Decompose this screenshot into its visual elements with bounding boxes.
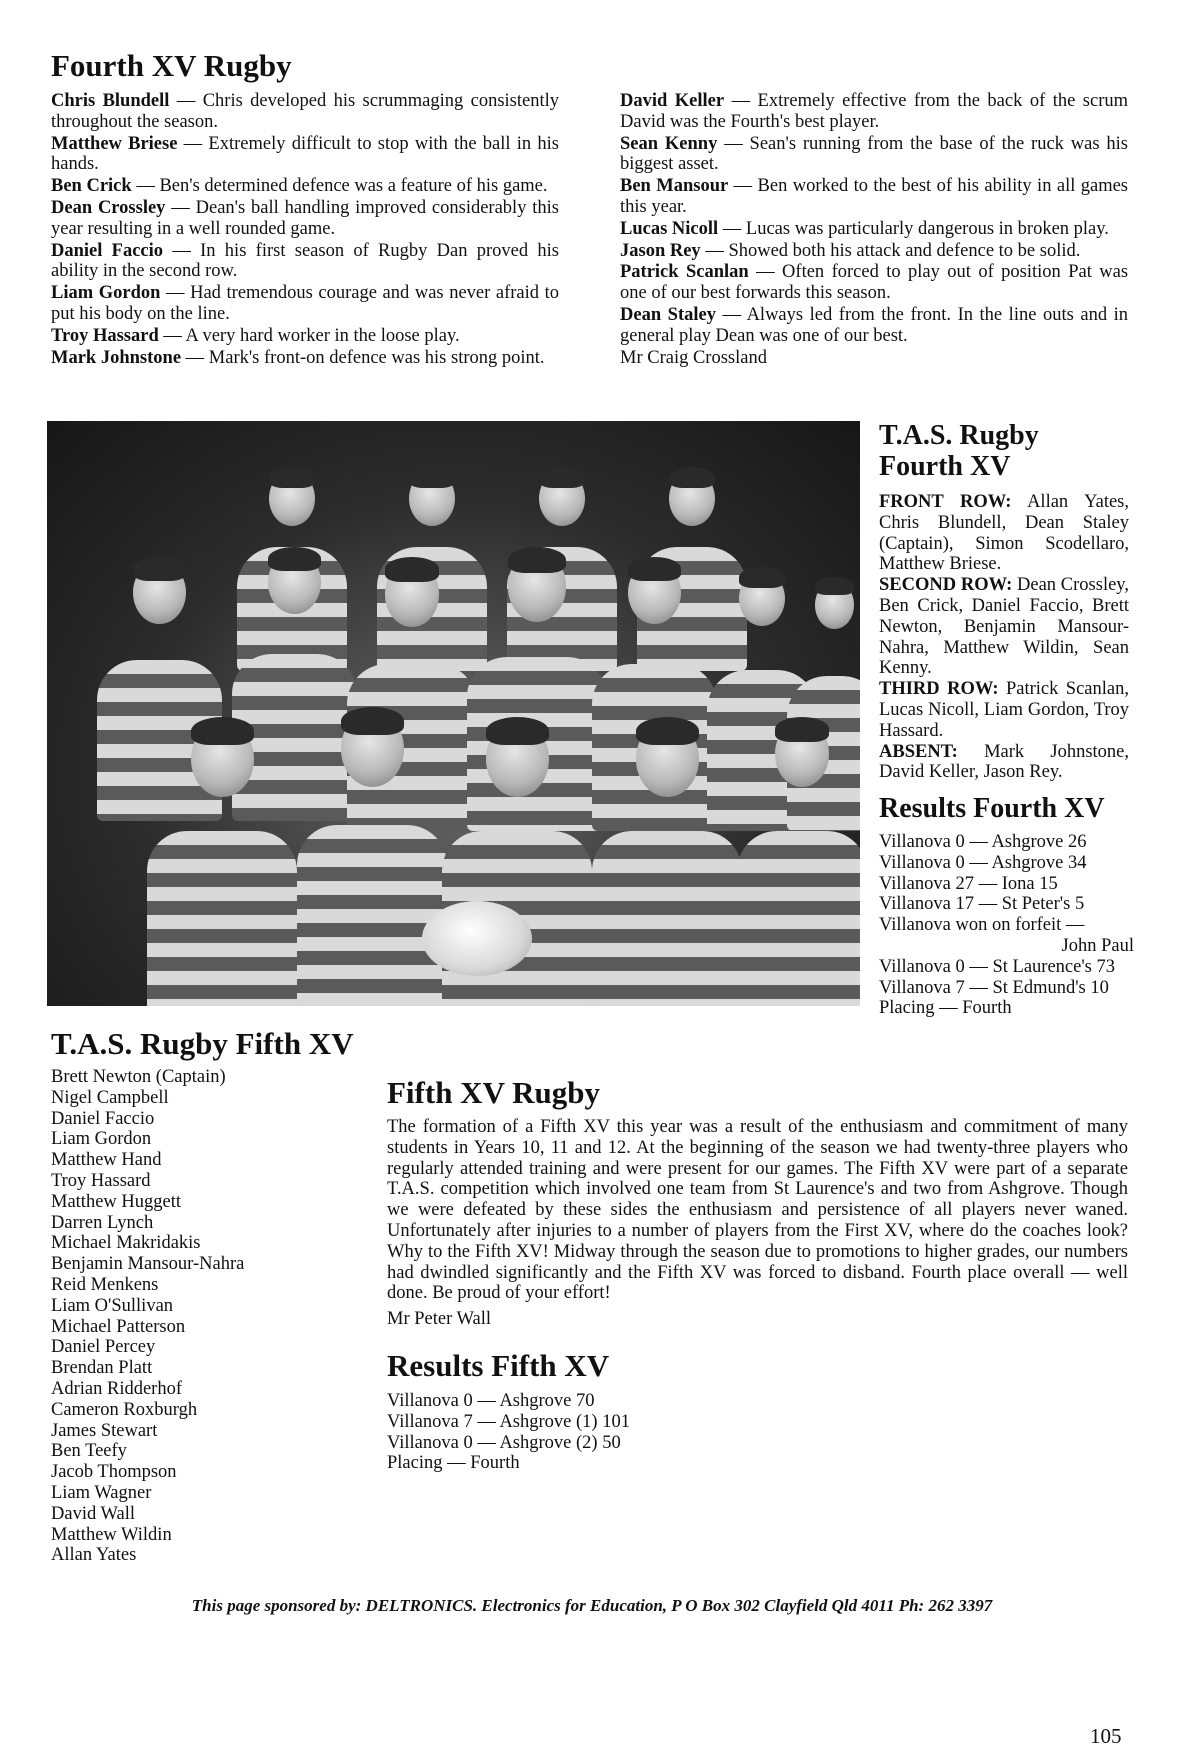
dash: —	[183, 133, 203, 154]
squad-player: Allan Yates	[51, 1545, 137, 1566]
results-fifth-list	[387, 1391, 630, 1474]
player-name: Troy Hassard	[51, 325, 159, 346]
fourth-xv-left-column	[51, 91, 559, 369]
player-comment: Ben worked to the best of his ability in all games this year.	[620, 176, 1129, 217]
result-line: Villanova 7 — Ashgrove (1) 101	[387, 1411, 630, 1432]
squad-player: Daniel Percey	[51, 1337, 156, 1358]
caption-rows	[879, 492, 1129, 783]
player-comment: Had tremendous courage and was never afraid to put his body on the line.	[51, 283, 559, 324]
squad-player: David Wall	[51, 1503, 135, 1524]
caption-row-names: Patrick Scanlan, Lucas Nicoll, Liam Gordon, Troy Hassard.	[879, 679, 1129, 741]
player-entry	[620, 241, 1128, 262]
player-name: David Keller	[620, 91, 725, 111]
player-entry	[620, 219, 1128, 240]
player-comment: Mark's front-on defence was his strong point.	[208, 347, 545, 368]
fifth-squad-heading: T.A.S. Rugby Fifth XV	[51, 1026, 354, 1061]
dash: —	[733, 176, 753, 197]
photo-caption	[879, 420, 1129, 783]
player-comment: Extremely effective from the back of the scrum David was the Fourth's best player.	[620, 91, 1129, 132]
player-entry	[51, 348, 559, 369]
squad-player: Nigel Campbell	[51, 1087, 169, 1108]
player-figure	[147, 721, 297, 1006]
player-comment: Lucas was particularly dangerous in broken play.	[745, 218, 1109, 239]
squad-player: Darren Lynch	[51, 1212, 154, 1233]
player-name: Chris Blundell	[51, 91, 170, 111]
squad-player: Daniel Faccio	[51, 1108, 155, 1129]
sponsor-footer: This page sponsored by: DELTRONICS. Electronics for Education, P O Box 302 Clayfield Qld 4011 Ph: 262 3397	[191, 1596, 993, 1615]
squad-player: Reid Menkens	[51, 1274, 159, 1295]
result-line: Villanova 7 — St Edmund's 10	[879, 977, 1109, 998]
result-line: Villanova 27 — Iona 15	[879, 873, 1058, 894]
squad-player: Brett Newton (Captain)	[51, 1067, 226, 1087]
fifth-xv-signoff: Mr Peter Wall	[387, 1309, 492, 1329]
player-entry	[620, 176, 1128, 218]
squad-player: Liam Gordon	[51, 1129, 152, 1150]
dash: —	[163, 325, 182, 346]
caption-title-line2: Fourth XV	[879, 451, 1011, 482]
player-comment: A very hard worker in the loose play.	[185, 325, 460, 346]
squad-player: Matthew Huggett	[51, 1191, 181, 1212]
result-line: Villanova 0 — St Laurence's 73	[879, 956, 1115, 977]
result-line: Villanova 0 — Ashgrove 70	[387, 1391, 595, 1411]
squad-player: James Stewart	[51, 1420, 158, 1441]
fifth-squad-list	[51, 1067, 371, 1566]
dash: —	[705, 240, 724, 261]
dash: —	[171, 197, 190, 218]
caption-row-names: Mark Johnstone, David Keller, Jason Rey.	[879, 741, 1129, 783]
player-name: Lucas Nicoll	[620, 218, 719, 239]
player-name: Sean Kenny	[620, 133, 718, 154]
caption-row	[879, 679, 1129, 741]
player-entry	[51, 283, 559, 325]
result-line: Placing — Fourth	[387, 1453, 520, 1474]
result-line: John Paul	[1061, 935, 1134, 956]
squad-player: Troy Hassard	[51, 1170, 151, 1191]
player-name: Patrick Scanlan	[620, 262, 749, 283]
result-line: Villanova won on forfeit —	[879, 915, 1085, 936]
squad-player: Matthew Hand	[51, 1150, 162, 1171]
dash: —	[166, 283, 185, 304]
player-comment: Often forced to play out of position Pat was one of our best forwards this season.	[620, 262, 1129, 304]
player-comment: Showed both his attack and defence to be solid.	[728, 240, 1081, 261]
player-comment: Chris developed his scrummaging consistently throughout the season.	[51, 91, 560, 132]
squad-player: Michael Makridakis	[51, 1233, 201, 1254]
dash: —	[722, 218, 742, 239]
player-comment: Dean's ball handling improved considerably this year resulting in a well rounded game.	[51, 197, 560, 239]
player-comment: In his first season of Rugby Dan proved his ability in the second row.	[51, 240, 560, 282]
caption-row	[879, 492, 1129, 575]
player-name: Liam Gordon	[51, 283, 161, 304]
dash: —	[731, 91, 751, 111]
player-comment: Extremely difficult to stop with the ball in his hands.	[51, 133, 559, 175]
results-fourth-heading: Results Fourth XV	[879, 793, 1105, 824]
squad-player: Liam Wagner	[51, 1482, 152, 1503]
caption-title-line1: T.A.S. Rugby	[879, 420, 1039, 451]
player-name: Ben Mansour	[620, 176, 729, 197]
player-figure	[592, 721, 742, 1006]
player-name: Dean Staley	[620, 304, 716, 325]
player-entry	[51, 198, 559, 240]
player-name: Matthew Briese	[51, 133, 178, 154]
caption-row-label: FRONT ROW:	[879, 492, 1012, 512]
rugby-ball-icon	[422, 901, 532, 976]
player-entry	[620, 305, 1128, 347]
result-line: Villanova 17 — St Peter's 5	[879, 894, 1085, 915]
fifth-xv-heading: Fifth XV Rugby	[387, 1075, 601, 1110]
dash: —	[722, 304, 742, 325]
player-comment: Always led from the front. In the line outs and in general play Dean was one of our best.	[620, 304, 1129, 346]
squad-player: Brendan Platt	[51, 1358, 153, 1379]
caption-row	[879, 742, 1129, 784]
result-line: Villanova 0 — Ashgrove 34	[879, 852, 1087, 873]
player-name: Ben Crick	[51, 176, 132, 197]
player-entry	[51, 241, 559, 283]
squad-player: Matthew Wildin	[51, 1524, 172, 1545]
squad-player: Ben Teefy	[51, 1441, 127, 1462]
fourth-xv-heading: Fourth XV Rugby	[51, 48, 292, 83]
fourth-xv-right-column	[620, 91, 1128, 368]
caption-row	[879, 575, 1129, 679]
player-entry	[51, 134, 559, 176]
player-entry	[51, 176, 559, 197]
caption-row-label: SECOND ROW:	[879, 575, 1013, 596]
fifth-xv-paragraph: The formation of a Fifth XV this year was a result of the enthusiasm and commitment of many students in Years 10, 11 and 12. At the beginning of the season we had twenty-three players who regularly attended training and were present for our games. The Fifth XV were part of a separate T.A.S. competition which involved one team from St Laurence's and two from Ashgrove. Though we were defeated by these sides the enthusiasm and persistence of all players never waned. Unfortunately after injuries to a number of players from the First XV, where do the coaches look? Why to the Fifth XV! Midway through the season due to promotions to higher grades, our numbers had dwindled significantly and the Fifth XV was forced to disband. Fourth place overall — well done. Be proud of your effort!	[387, 1117, 1128, 1304]
results-fourth-list	[879, 832, 1134, 1019]
squad-player: Benjamin Mansour-Nahra	[51, 1254, 245, 1275]
player-name: Dean Crossley	[51, 197, 166, 218]
player-entry	[620, 91, 1128, 133]
player-name: Daniel Faccio	[51, 240, 164, 261]
squad-player: Liam O'Sullivan	[51, 1295, 174, 1316]
caption-row-label: THIRD ROW:	[879, 679, 999, 700]
caption-row-names: Allan Yates, Chris Blundell, Dean Staley (Captain), Simon Scodellaro, Matthew Briese.	[879, 492, 1130, 575]
caption-row-label: ABSENT:	[879, 741, 958, 762]
player-figure	[737, 721, 860, 1006]
dash: —	[724, 133, 743, 154]
squad-player: Michael Patterson	[51, 1316, 186, 1337]
result-line: Villanova 0 — Ashgrove (2) 50	[387, 1432, 621, 1453]
player-figure	[297, 711, 447, 1006]
results-fifth-heading: Results Fifth XV	[387, 1348, 610, 1383]
dash: —	[176, 91, 196, 111]
player-entry	[51, 326, 559, 347]
result-line: Villanova 0 — Ashgrove 26	[879, 832, 1087, 852]
player-name: Mark Johnstone	[51, 347, 182, 368]
squad-player: Cameron Roxburgh	[51, 1399, 198, 1420]
coach-signoff: Mr Craig Crossland	[620, 347, 767, 368]
squad-player: Jacob Thompson	[51, 1462, 177, 1483]
player-entry	[51, 91, 559, 133]
dash: —	[185, 347, 205, 368]
dash: —	[136, 176, 155, 197]
dash: —	[756, 262, 775, 283]
team-photo	[47, 421, 860, 1006]
player-comment: Sean's running from the base of the ruck was his biggest asset.	[620, 133, 1128, 175]
player-entry	[620, 134, 1128, 176]
squad-player: Adrian Ridderhof	[51, 1378, 183, 1399]
player-comment: Ben's determined defence was a feature of his game.	[159, 176, 548, 197]
results-fourth-block	[879, 793, 1134, 1019]
player-entry	[620, 262, 1128, 304]
result-line: Placing — Fourth	[879, 998, 1012, 1019]
player-name: Jason Rey	[620, 240, 701, 261]
page-number: 105	[1090, 1724, 1122, 1748]
caption-row-names: Dean Crossley, Ben Crick, Daniel Faccio, Brett Newton, Benjamin Mansour-Nahra, Matthew Wildin, Sean Kenny.	[879, 575, 1129, 679]
dash: —	[172, 240, 191, 261]
